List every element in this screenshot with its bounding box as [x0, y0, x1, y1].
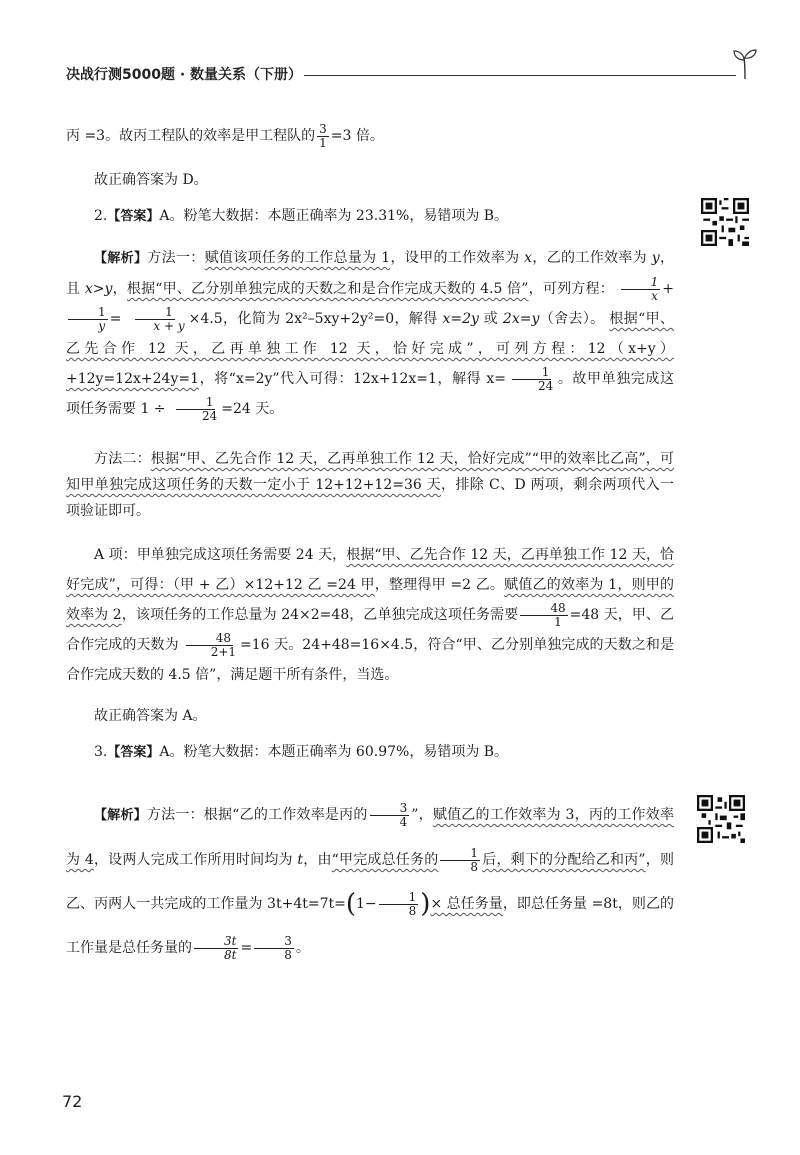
q2-number: 2.	[94, 208, 108, 224]
q2-answer-line	[66, 206, 674, 227]
header-title: 决战行测5000题 · 数量关系（下册）	[66, 67, 303, 83]
q1-conclusion: 丙 =3。故丙工程队的效率是甲工程队的 $\frac{3}{1}$ =3 倍。	[66, 121, 384, 150]
q2-analysis-method1: 【解析】方法一：赋值该项任务的工作总量为 1，设甲的工作效率为 x，乙的工作效率为 y，且 x>y，根据“甲、乙分别单独完成的天数之和是合作完成天数的 4.5 倍”，可列方程： $\frac{1}{x}$ + $\frac{1}{y}$ = $\frac{1}{x + y}$ ×4.5，化简为 2x²–5xy+2y²=0，解得 x=2y 或 2x=y（舍去）。 根据“甲、乙先合作 12 天，乙再单独工作 12 天，恰好完成”，可列方程：12（x+y）+12y=12x+24y=1，将“x=2y”代入可得：12x+12x=1，解得 x= $\frac{1}{24}$ 。故甲单独完成这项任务需要 1 ÷ $\frac{1}{24}$ =24 天。	[66, 250, 675, 423]
fraction: $\frac{1}{24}$	[172, 396, 219, 422]
fraction: $\frac{3t}{8t}$	[194, 935, 238, 961]
page-number: 72	[62, 1092, 83, 1111]
fraction: $\frac{1}{8}$	[379, 891, 419, 917]
q2-final-answer: 故正确答案为 A。	[94, 708, 207, 724]
answer-tag: 【答案】	[107, 745, 160, 760]
fraction: $\frac{3}{8}$	[254, 935, 294, 961]
answer-tag: 【答案】	[107, 209, 160, 224]
fraction: $\frac{3}{4}$	[370, 802, 410, 828]
fraction: $\frac{48}{2+1}$	[181, 632, 238, 658]
q3-number: 3.	[94, 744, 108, 760]
fraction: $\frac{1}{24}$	[508, 366, 555, 392]
q3-answer: A。粉笔大数据：本题正确率为 60.97%，易错项为 B。	[159, 744, 509, 760]
qr-code-icon[interactable]	[701, 198, 749, 246]
page-header	[66, 62, 758, 88]
q1-answer: 故正确答案为 D。	[94, 172, 208, 188]
analysis-tag: 【解析】	[94, 808, 147, 823]
sprout-icon	[732, 48, 758, 80]
q3-analysis: 【解析】方法一：根据“乙的工作效率是丙的 $\frac{3}{4}$ ”，赋值乙的工作效率为 3，丙的工作效率为 4，设两人完成工作所用时间均为 t，由“甲完成总任务的 $\frac{1}{8}$ 后，剩下的分配给乙和丙”，则乙、丙两人一共完成的工作量为 3t+4t=7t=(1− $\frac{1}{8}$ )× 总任务量，即总任务量 =8t，则乙的工作量是总任务量的 $\frac{3t}{8t}$ = $\frac{3}{8}$ 。	[66, 800, 675, 962]
fraction: $\frac{1}{8}$	[440, 847, 480, 873]
q3-answer-line	[66, 742, 674, 763]
q2-answer: A。粉笔大数据：本题正确率为 23.31%，易错项为 B。	[159, 208, 509, 224]
fraction: $\frac{3}{1}$	[319, 121, 327, 150]
fraction: $\frac{1}{y}$	[68, 306, 108, 332]
fraction: $\frac{1}{x}$	[621, 276, 661, 302]
analysis-tag: 【解析】	[94, 251, 148, 266]
fraction: $\frac{1}{x + y}$	[123, 306, 186, 332]
q2-option-a-check: A 项：甲单独完成这项任务需要 24 天，根据“甲、乙先合作 12 天，乙再单独工作 12 天，恰好完成”，可得：（甲 + 乙）×12+12 乙 =24 甲，整理得甲 =2 乙。赋值乙的效率为 1，则甲的效率为 2，该项任务的工作总量为 24×2=48，乙单独完成这项任务需要 $\frac{48}{1}$ =48 天，甲、乙合作完成的天数为 $\frac{48}{2+1}$ =16 天。24+48=16×4.5，符合“甲、乙分别单独完成的天数之和是合作完成天数的 4.5 倍”，满足题干所有条件，当选。	[66, 547, 675, 683]
fraction: $\frac{48}{1}$	[520, 602, 567, 628]
page-content	[66, 118, 674, 970]
q2-analysis-method2: 方法二：根据“甲、乙先合作 12 天，乙再单独工作 12 天，恰好完成”“甲的效率比乙高”，可知甲单独完成这项任务的天数一定小于 12+12+12=36 天，排除 C、D 两项，剩余两项代入一项验证即可。	[66, 451, 675, 519]
header-rule	[304, 75, 736, 76]
qr-code-icon[interactable]	[697, 795, 745, 843]
